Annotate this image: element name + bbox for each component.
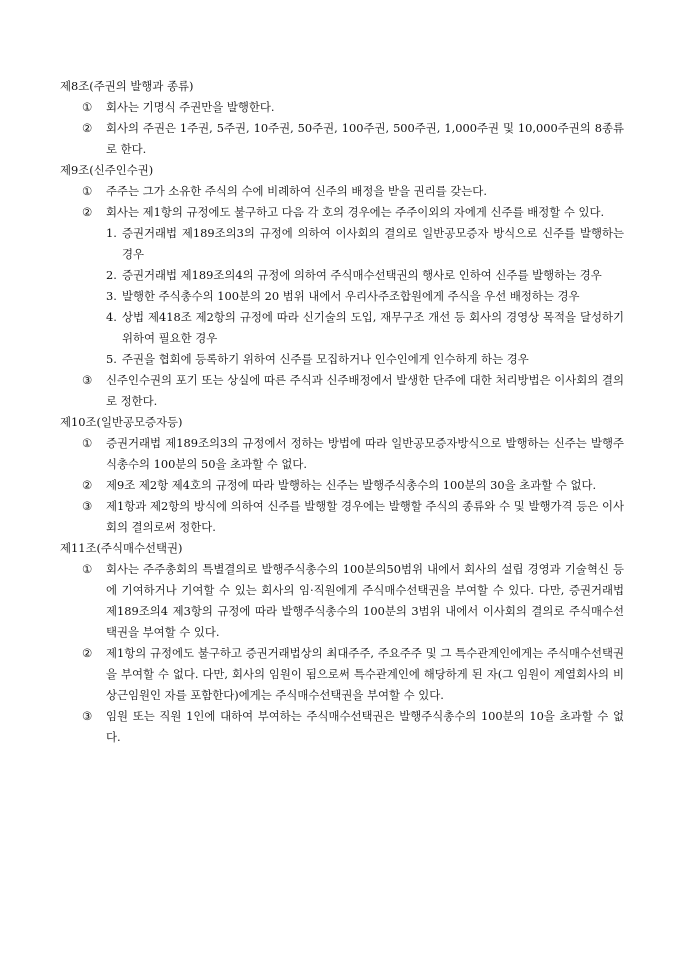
subclause [60, 349, 624, 370]
subclause-marker: 5. [106, 352, 117, 366]
subclause-text: 발행한 주식총수의 100분의 20 범위 내에서 우리사주조합원에게 주식을 우선 배정하는 경우 [122, 289, 580, 303]
clause [60, 496, 624, 538]
subclause [60, 223, 624, 265]
article-title: 제9조(신주인수권) [60, 163, 154, 177]
article-8 [60, 76, 624, 160]
article-11 [60, 538, 624, 748]
clause [60, 706, 624, 748]
subclause-text: 상법 제418조 제2항의 규정에 따라 신기술의 도입, 재무구조 개선 등 회사의 경영상 목적을 달성하기 위하여 필요한 경우 [122, 310, 624, 345]
clause-marker: ③ [82, 709, 93, 723]
clause [60, 475, 624, 496]
clause-marker: ③ [82, 499, 93, 513]
clause-text: 회사는 제1항의 규정에도 불구하고 다음 각 호의 경우에는 주주이외의 자에게 신주를 배정할 수 있다. [106, 205, 605, 219]
clause [60, 559, 624, 643]
subclause-marker: 1. [106, 226, 117, 240]
subclause-text: 증권거래법 제189조의4의 규정에 의하여 주식매수선택권의 행사로 인하여 신주를 발행하는 경우 [122, 268, 602, 282]
clause-text: 제1항의 규정에도 불구하고 증권거래법상의 최대주주, 주요주주 및 그 특수관계인에게는 주식매수선택권을 부여할 수 없다. 다만, 회사의 임원이 됨으로써 특수관계인에 해당하게 된 자(그 임원이 계열회사의 비상근임원인 자를 포함한다)에게는 주식매수선택권을 부여할 수 있다. [106, 646, 624, 702]
subclause [60, 265, 624, 286]
clause-marker: ① [82, 100, 93, 114]
clause-text: 증권거래법 제189조의3의 규정에서 정하는 방법에 따라 일반공모증자방식으로 발행하는 신주는 발행주식총수의 100분의 50을 초과할 수 없다. [106, 436, 624, 471]
clause-text: 신주인수권의 포기 또는 상실에 따른 주식과 신주배정에서 발생한 단주에 대한 처리방법은 이사회의 결의로 정한다. [106, 373, 624, 408]
clause-marker: ③ [82, 373, 93, 387]
article-title: 제11조(주식매수선택권) [60, 541, 183, 555]
clause-marker: ② [82, 205, 93, 219]
clause-text: 회사는 기명식 주권만을 발행한다. [106, 100, 275, 114]
clause-text: 주주는 그가 소유한 주식의 수에 비례하여 신주의 배정을 받을 권리를 갖는다. [106, 184, 487, 198]
article-title: 제10조(일반공모증자등) [60, 415, 183, 429]
clause-text: 제9조 제2항 제4호의 규정에 따라 발행하는 신주는 발행주식총수의 100분의 30을 초과할 수 없다. [106, 478, 597, 492]
clause-marker: ① [82, 562, 93, 576]
clause-text: 회사의 주권은 1주권, 5주권, 10주권, 50주권, 100주권, 500주권, 1,000주권 및 10,000주권의 8종류로 한다. [106, 121, 624, 156]
subclause-marker: 2. [106, 268, 117, 282]
subclause-text: 주권을 협회에 등록하기 위하여 신주를 모집하거나 인수인에게 인수하게 하는 경우 [122, 352, 529, 366]
clause-text: 회사는 주주총회의 특별결의로 발행주식총수의 100분의50범위 내에서 회사의 설립 경영과 기술혁신 등에 기여하거나 기여할 수 있는 회사의 임·직원에게 주식매수선택권을 부여할 수 있다. 다만, 증권거래법 제189조의4 제3항의 규정에 따라 발행주식총수의 100분의 3범위 내에서 이사회의 결의로 주식매수선택권을 부여할 수 있다. [106, 562, 624, 639]
clause [60, 97, 624, 118]
clause-marker: ① [82, 184, 93, 198]
clause-text: 임원 또는 직원 1인에 대하여 부여하는 주식매수선택권은 발행주식총수의 100분의 10을 초과할 수 없다. [106, 709, 624, 744]
clause-marker: ② [82, 646, 93, 660]
clause [60, 643, 624, 706]
subclause [60, 307, 624, 349]
clause-marker: ② [82, 478, 93, 492]
clause [60, 433, 624, 475]
clause [60, 370, 624, 412]
subclause-marker: 3. [106, 289, 117, 303]
subclause-text: 증권거래법 제189조의3의 규정에 의하여 이사회의 결의로 일반공모증자 방식으로 신주를 발행하는 경우 [122, 226, 624, 261]
article-title: 제8조(주권의 발행과 종류) [60, 79, 194, 93]
clause-marker: ② [82, 121, 93, 135]
clause-marker: ① [82, 436, 93, 450]
subclause [60, 286, 624, 307]
clause-text: 제1항과 제2항의 방식에 의하여 신주를 발행할 경우에는 발행할 주식의 종류와 수 및 발행가격 등은 이사회의 결의로써 정한다. [106, 499, 624, 534]
article-10 [60, 412, 624, 538]
clause [60, 202, 624, 223]
article-9 [60, 160, 624, 412]
clause [60, 181, 624, 202]
subclause-marker: 4. [106, 310, 117, 324]
clause [60, 118, 624, 160]
